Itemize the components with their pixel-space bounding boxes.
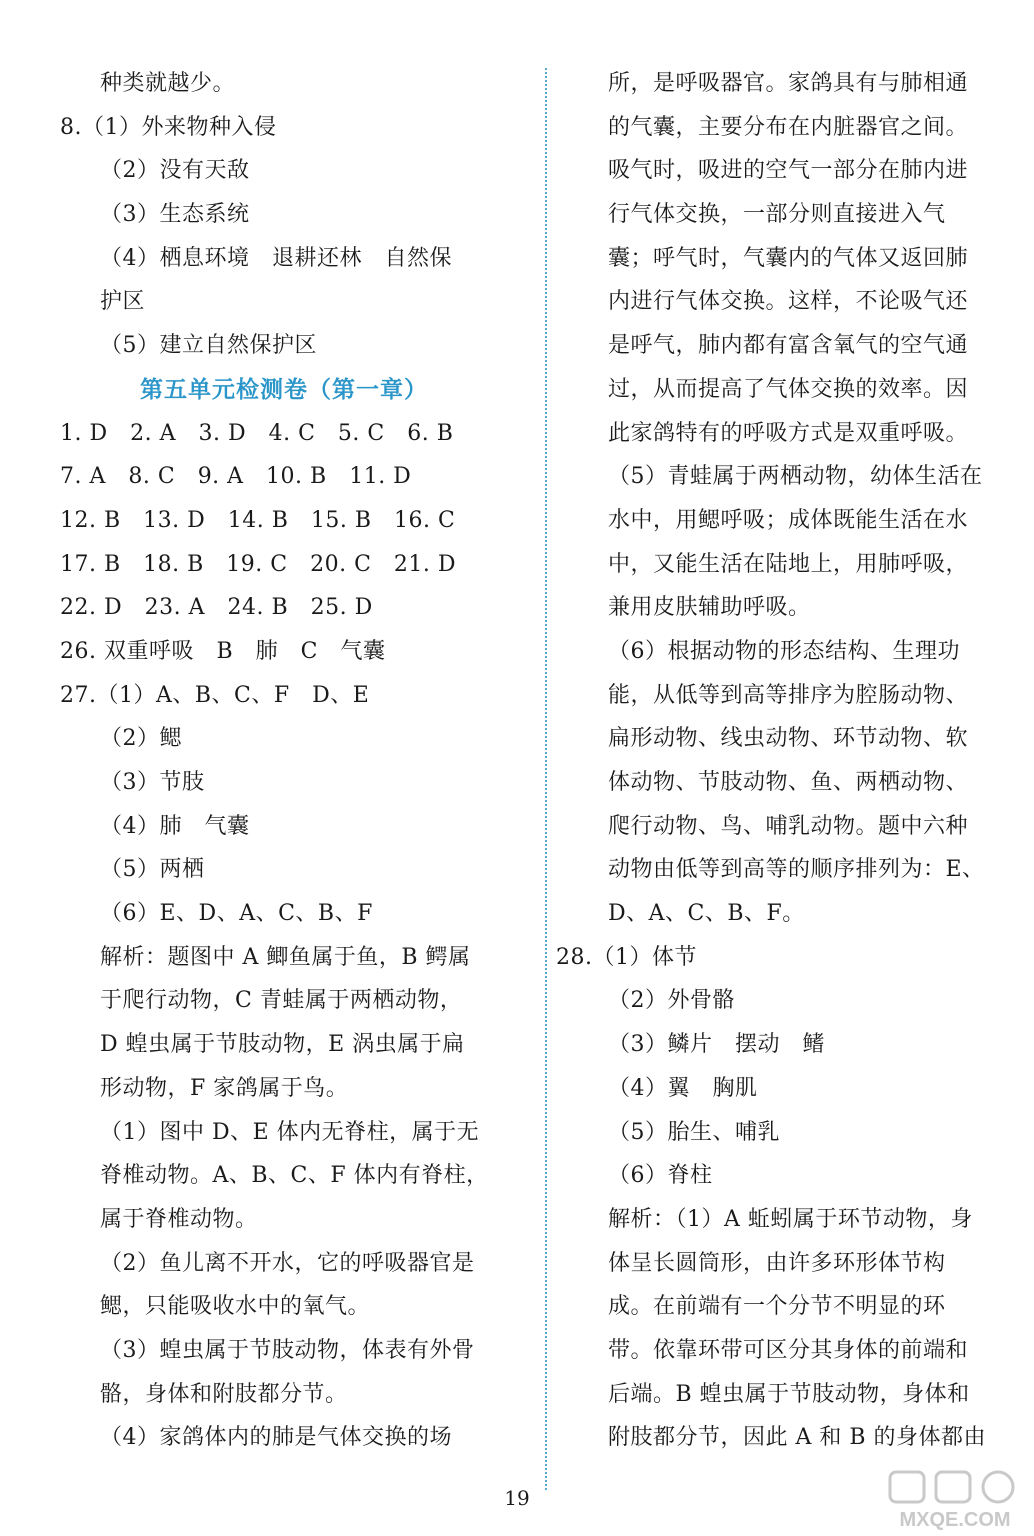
right-column-line: （5）青蛙属于两栖动物，幼体生活在 [608,464,983,490]
left-column-line: （2）鱼儿离不开水，它的呼吸器官是 [100,1250,475,1276]
right-column-line: 所，是呼吸器官。家鸽具有与肺相通 [608,71,969,96]
left-column-line: 22. D 23. A 24. B 25. D [60,595,373,621]
left-column-line: （1）图中 D、E 体内无脊柱，属于无 [100,1119,480,1145]
right-column-line: 内进行气体交换。这样，不论吸气还 [608,289,969,315]
right-column-line: 兼用皮肤辅助呼吸。 [608,595,811,621]
left-column-line: 种类就越少。 [100,71,236,96]
right-column-line: 体动物、节肢动物、鱼、两栖动物、 [608,770,969,795]
left-column-line: 26. 双重呼吸 B 肺 C 气囊 [60,638,386,664]
right-column-line: 水中，用鳃呼吸；成体既能生活在水 [608,507,969,533]
left-column-line: （2）没有天敌 [100,158,250,184]
left-column-line: 12. B 13. D 14. B 15. B 16. C [60,507,456,533]
left-column-line: 解析：题图中 A 鲫鱼属于鱼，B 鳄属 [100,944,471,970]
left-column-line: （3）节肢 [100,770,205,795]
right-column-line: （4）翼 胸肌 [608,1075,758,1101]
right-column-line: 动物由低等到高等的顺序排列为：E、 [608,857,985,883]
right-column-line: 扁形动物、线虫动物、环节动物、软 [608,726,969,752]
right-column-line: 吸气时，吸进的空气一部分在肺内进 [608,158,969,184]
left-column-line: （3）蝗虫属于节肢动物，体表有外骨 [100,1337,475,1363]
left-column-line: 骼，身体和附肢都分节。 [100,1381,348,1407]
right-column-line: 行气体交换，一部分则直接进入气 [608,202,946,228]
right-column-line: （3）鳞片 摆动 鳍 [608,1032,825,1058]
left-column-line: 属于脊椎动物。 [100,1206,258,1232]
left-column-line: 17. B 18. B 19. C 20. C 21. D [60,551,457,577]
left-column-line: （4）家鸽体内的肺是气体交换的场 [100,1425,452,1451]
right-column-line: 附肢都分节，因此 A 和 B 的身体都由 [608,1425,987,1451]
right-column-line: 囊；呼气时，气囊内的气体又返回肺 [608,245,969,271]
right-column-line: 是呼气，肺内都有富含氧气的空气通 [608,333,969,359]
right-column-line: 此家鸽特有的呼吸方式是双重呼吸。 [608,420,969,446]
column-divider [545,68,547,1490]
left-column-line: 鳃，只能吸收水中的氧气。 [100,1294,371,1320]
left-column-line: 脊椎动物。A、B、C、F 体内有脊柱， [100,1163,489,1189]
right-column-line: 解析：（1）A 蚯蚓属于环节动物，身 [608,1206,973,1232]
left-column-line: 1. D 2. A 3. D 4. C 5. C 6. B [60,420,454,446]
right-column-line: 带。依靠环带可区分其身体的前端和 [608,1337,969,1363]
right-column-line: （2）外骨骼 [608,988,735,1014]
right-column-line: 后端。B 蝗虫属于节肢动物，身体和 [608,1381,970,1407]
right-column-line: 成。在前端有一个分节不明显的环 [608,1294,946,1320]
left-column-line: （2）鳃 [100,726,182,752]
right-column-line: 28.（1）体节 [556,944,697,970]
left-column-line: （4）肺 气囊 [100,813,250,839]
right-column-line: 爬行动物、鸟、哺乳动物。题中六种 [608,813,969,839]
page-number: 19 [504,1486,530,1510]
left-column-line: （6）E、D、A、C、B、F [100,901,373,927]
left-column-line: 于爬行动物，C 青蛙属于两栖动物， [100,988,463,1014]
right-column-line: 的气囊，主要分布在内脏器官之间。 [608,114,969,140]
right-column [556,62,994,1460]
left-column-line: 形动物，F 家鸽属于鸟。 [100,1075,349,1101]
left-column-line: （3）生态系统 [100,202,250,228]
right-column-line: 过，从而提高了气体交换的效率。因 [608,376,969,402]
left-column-line: （5）建立自然保护区 [100,333,317,359]
right-column-line: （6）根据动物的形态结构、生理功 [608,638,960,664]
left-column-line: 7. A 8. C 9. A 10. B 11. D [60,464,412,490]
left-column-line: （4）栖息环境 退耕还林 自然保 [100,245,452,271]
svg-text:MXQE.COM: MXQE.COM [899,1509,1011,1531]
left-column-line: 27.（1）A、B、C、F D、E [60,682,370,708]
left-column-line: D 蝗虫属于节肢动物，E 涡虫属于扁 [100,1032,465,1058]
right-column-line: 中，又能生活在陆地上，用肺呼吸， [608,551,969,577]
left-column-line: 护区 [100,289,146,315]
right-column-line: D、A、C、B、F。 [608,901,805,927]
left-column [60,62,492,1460]
left-column-line: （5）两栖 [100,857,205,883]
right-column-line: 体呈长圆筒形，由许多环形体节构 [608,1250,946,1276]
right-column-line: （5）胎生、哺乳 [608,1119,780,1145]
right-column-line: 能，从低等到高等排序为腔肠动物、 [608,682,969,708]
section-heading: 第五单元检测卷（第一章） [140,375,428,403]
watermark-logo [880,1466,1030,1534]
left-column-line: 8.（1）外来物种入侵 [60,114,277,140]
right-column-line: （6）脊柱 [608,1163,713,1189]
